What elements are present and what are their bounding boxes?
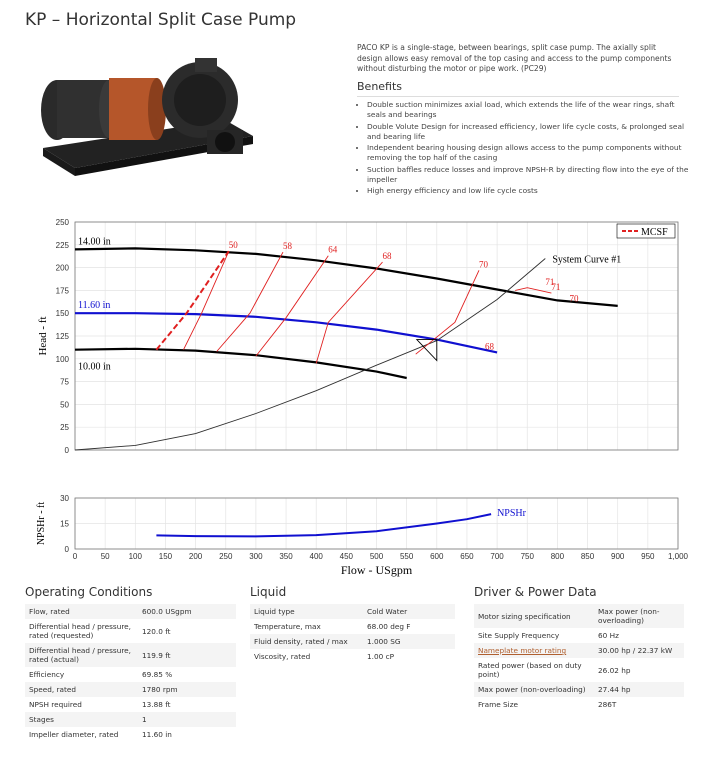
table-cell: 27.44 hp (594, 682, 684, 697)
nameplate-motor-rating-label[interactable]: Nameplate motor rating (478, 646, 567, 655)
table-cell: 1 (138, 712, 236, 727)
x-tick-label: 100 (128, 552, 142, 561)
x-tick-label: 800 (550, 552, 565, 561)
table-row (250, 634, 455, 649)
table-cell: Fluid density, rated / max (250, 634, 363, 649)
table-cell: Frame Size (478, 700, 519, 709)
x-tick-label: 450 (339, 552, 354, 561)
table-cell: 30.00 hp / 22.37 kW (594, 643, 684, 658)
table-cell: 69.85 % (142, 670, 173, 679)
benefit-item: • High energy efficiency and low life cycle costs (367, 186, 689, 196)
iso-efficiency-line (217, 252, 283, 351)
iso-efficiency-label: 68 (485, 341, 495, 352)
y-tick-label: 25 (60, 423, 69, 433)
x-tick-label: 50 (100, 552, 110, 561)
system-curve-label: System Curve #1 (552, 254, 622, 266)
system-curve (75, 259, 545, 451)
table-cell: 1.00 cP (367, 652, 394, 661)
table-cell: Site Supply Frequency (478, 631, 560, 640)
table-row (25, 643, 236, 667)
x-axis-label: Flow - USgpm (340, 563, 413, 577)
table-row (25, 697, 236, 712)
table-cell: 120.0 ft (142, 626, 171, 636)
table-row (474, 604, 684, 628)
table-cell: 13.88 ft (142, 700, 171, 709)
y-tick-label: 0 (64, 545, 69, 554)
table-cell: Differential head / pressure, rated (requested) (29, 622, 131, 640)
x-tick-label: 0 (72, 552, 78, 561)
y-tick-label: 150 (55, 309, 69, 319)
y-tick-label: 225 (55, 240, 69, 250)
iso-efficiency-label: 70 (569, 293, 579, 304)
operating-conditions-heading: Operating Conditions (25, 585, 153, 599)
x-tick-label: 350 (279, 552, 293, 561)
table-row (474, 697, 684, 712)
table-row (25, 604, 236, 619)
y-tick-label: 75 (60, 377, 69, 387)
y-axis-label: Head - ft (37, 316, 49, 356)
iso-efficiency-label: 50 (228, 240, 238, 251)
table-cell: Impeller diameter, rated (29, 730, 119, 739)
iso-efficiency-label: 68 (382, 251, 392, 262)
impeller-diameter-label: 14.00 in (78, 236, 111, 248)
table-row (25, 712, 236, 727)
table-cell: Liquid type (250, 604, 363, 619)
benefit-item: • Double Volute Design for increased efficiency, lower life cycle costs, & prolonged seal and bearing life (367, 122, 689, 143)
x-tick-label: 550 (399, 552, 414, 561)
liquid-heading: Liquid (250, 585, 287, 599)
table-row (474, 658, 684, 682)
benefit-item: • Independent bearing housing design allows access to the pump components without removing the top half of the casing (367, 143, 689, 164)
iso-efficiency-label: 71 (551, 282, 561, 293)
x-tick-label: 650 (460, 552, 474, 561)
table-cell: Cold Water (363, 604, 455, 619)
iso-efficiency-label: 58 (283, 241, 293, 252)
table-row (25, 682, 236, 697)
driver-power-heading: Driver & Power Data (474, 585, 597, 599)
y-tick-label: 15 (60, 519, 69, 529)
benefits-divider (357, 96, 679, 97)
table-cell: 68.00 deg F (367, 622, 411, 631)
pump-image (25, 40, 270, 190)
duty-point-marker (417, 340, 437, 361)
benefit-item: • Double suction minimizes axial load, which extends the life of the wear rings, shaft seals and bearings (367, 100, 689, 121)
table-cell: Speed, rated (25, 682, 138, 697)
table-cell: Differential head / pressure, rated (actual) (25, 643, 138, 667)
table-row (474, 628, 684, 643)
y-tick-label: 0 (64, 446, 69, 455)
npsh-curve (156, 514, 491, 536)
x-tick-label: 1,000 (667, 552, 689, 561)
table-row (25, 619, 236, 643)
iso-efficiency-label: 70 (479, 259, 489, 270)
x-tick-label: 850 (580, 552, 595, 561)
x-tick-label: 200 (188, 552, 203, 561)
table-row (250, 604, 455, 619)
table-cell: 600.0 USgpm (138, 604, 236, 619)
table-row (250, 649, 455, 664)
iso-efficiency-line (256, 256, 328, 356)
table-row (474, 682, 684, 697)
table-cell: 286T (598, 700, 617, 709)
y-tick-label: 175 (55, 286, 69, 296)
table-cell: NPSH required (29, 700, 82, 709)
table-cell: 1.000 SG (363, 634, 455, 649)
x-tick-label: 750 (520, 552, 534, 561)
nameplate-motor-rating-link[interactable] (474, 643, 594, 658)
benefits-heading: Benefits (357, 80, 403, 93)
table-cell: Efficiency (29, 670, 65, 679)
iso-efficiency-line (316, 262, 382, 363)
x-tick-label: 250 (219, 552, 233, 561)
x-tick-label: 150 (158, 552, 173, 561)
liquid-table (250, 604, 455, 664)
table-row (25, 727, 236, 742)
x-tick-label: 900 (611, 552, 625, 561)
table-cell: Motor sizing specification (474, 604, 594, 628)
table-row (474, 643, 684, 658)
table-cell: Viscosity, rated (254, 652, 311, 661)
y-tick-label: 100 (55, 354, 69, 364)
table-row (250, 619, 455, 634)
impeller-diameter-label: 10.00 in (78, 361, 111, 373)
x-tick-label: 700 (490, 552, 504, 561)
iso-efficiency-label: 64 (328, 244, 338, 255)
table-cell: 119.9 ft (138, 643, 236, 667)
iso-efficiency-label: 71 (545, 276, 555, 287)
table-cell: Flow, rated (25, 604, 138, 619)
y-tick-label: 200 (55, 263, 69, 273)
table-cell: Max power (non-overloading) (594, 604, 684, 628)
impeller-diameter-label: 11.60 in (78, 300, 111, 312)
page-title: KP – Horizontal Split Case Pump (25, 10, 297, 30)
table-cell: 60 Hz (598, 631, 619, 640)
benefits-list (357, 100, 689, 198)
npsh-chart (0, 488, 726, 580)
y-tick-label: 250 (55, 218, 69, 227)
y-tick-label: 30 (60, 494, 69, 503)
npsh-curve-label: NPSHr (497, 508, 526, 520)
benefit-item: • Suction baffles reduce losses and improve NPSH-R by directing flow into the eye of the impeller (367, 165, 689, 186)
x-tick-label: 600 (430, 552, 444, 561)
table-cell: 11.60 in (142, 730, 172, 739)
y-tick-label: 125 (55, 332, 69, 341)
pump-curve-chart (0, 212, 726, 484)
table-cell: Rated power (based on duty point) (478, 661, 582, 679)
table-cell: Max power (non-overloading) (474, 682, 594, 697)
table-cell: Stages (25, 712, 138, 727)
table-cell: 1780 rpm (138, 682, 236, 697)
legend-label-mcsf: MCSF (641, 227, 668, 238)
x-tick-label: 950 (641, 552, 655, 561)
driver-power-table (474, 604, 684, 712)
x-tick-label: 500 (369, 552, 384, 561)
pump-description: PACO KP is a single-stage, between bearings, split case pump. The axially split design allows easy removal of the top casing and access to the pump components without disturbing the motor or pipe work. (PC29) (357, 43, 672, 73)
x-tick-label: 400 (309, 552, 323, 561)
table-cell: Temperature, max (254, 622, 321, 631)
y-tick-label: 50 (60, 400, 69, 410)
y-axis-label: NPSHr - ft (36, 501, 47, 546)
table-row (25, 667, 236, 682)
x-tick-label: 300 (249, 552, 263, 561)
iso-efficiency-line (184, 251, 229, 350)
table-cell: 26.02 hp (598, 665, 631, 675)
operating-conditions-table (25, 604, 236, 742)
mcsf-line (156, 251, 228, 350)
